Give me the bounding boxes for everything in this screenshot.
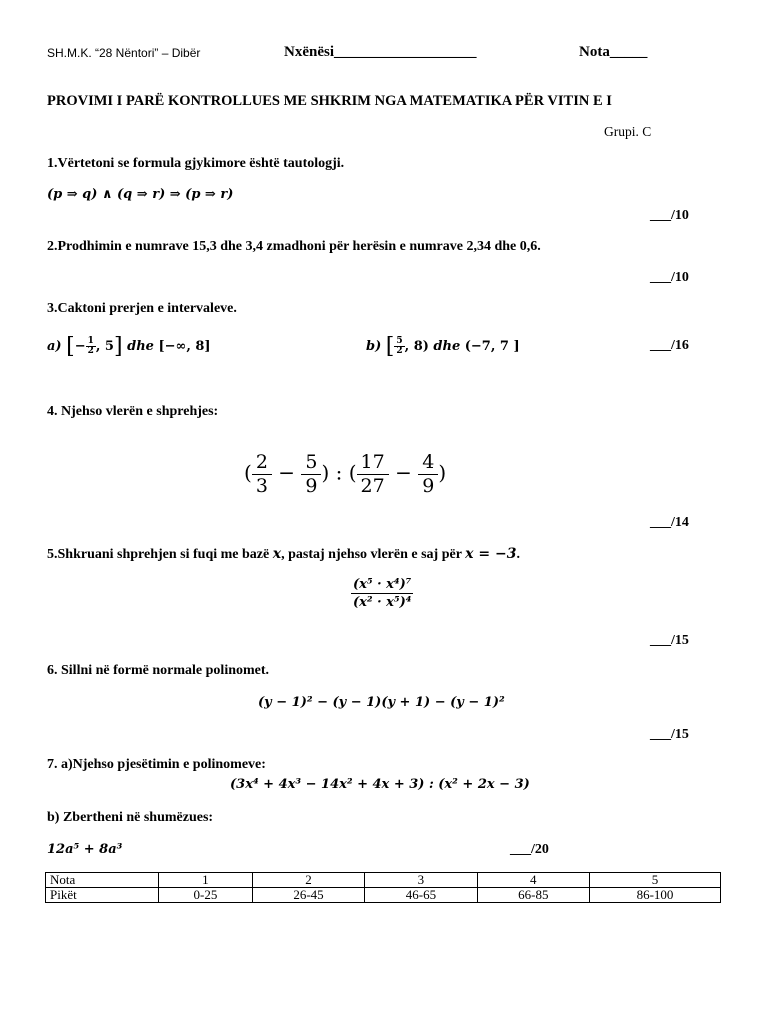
table-cell: 1 xyxy=(159,873,253,888)
table-cell: 46-65 xyxy=(365,888,477,903)
question-3-text: 3.Caktoni prerjen e intervaleve. xyxy=(47,301,237,316)
table-cell: Nota xyxy=(46,873,159,888)
question-4-text: 4. Njehso vlerën e shprehjes: xyxy=(47,404,219,419)
question-5-fraction: $\frac{\text{(x⁵ · x⁴)⁷}}{\text{(x² · x⁵)⁴}}$ xyxy=(353,577,412,610)
question-2-text: 2.Prodhimin e numrave 15,3 dhe 3,4 zmadhoni për herësin e numrave 2,34 dhe 0,6. xyxy=(47,239,541,254)
table-cell: 3 xyxy=(365,873,477,888)
question-1-text: 1.Vërtetoni se formula gjykimore është tautologji. xyxy=(47,156,345,171)
exam-title: PROVIMI I PARË KONTROLLUES ME SHKRIM NGA MATEMATIKA PËR VITIN E I xyxy=(47,93,612,109)
question-2-points: ___/10 xyxy=(650,270,689,285)
school-name: SH.M.K. “28 Nëntori” – Dibër xyxy=(47,46,201,60)
question-3-points: ___/16 xyxy=(650,338,689,353)
question-3b-expression: b) [ $\frac{5}{2}$ , 8) dhe (−7, 7 ] xyxy=(366,334,520,359)
table-cell: 86-100 xyxy=(590,888,721,903)
table-cell: 2 xyxy=(252,873,364,888)
question-5-text: 5.Shkruani shprehjen si fuqi me bazë x, pastaj njehso vlerën e saj për x = −3. xyxy=(47,546,520,562)
question-7b-expression: 12a⁵ + 8a³ xyxy=(47,842,123,857)
question-4-points: ___/14 xyxy=(650,515,689,530)
question-6-expression: (y − 1)² − (y − 1)(y + 1) − (y − 1)² xyxy=(258,695,505,710)
student-name-field[interactable]: Nxënësi___________________ xyxy=(284,44,477,60)
question-5-points: ___/15 xyxy=(650,633,689,648)
table-cell: 66-85 xyxy=(477,888,589,903)
grade-field[interactable]: Nota_____ xyxy=(579,44,648,60)
table-cell: 4 xyxy=(477,873,589,888)
table-cell: 5 xyxy=(590,873,721,888)
q3b-label: b) xyxy=(366,339,382,354)
question-6-points: ___/15 xyxy=(650,727,689,742)
table-cell: 0-25 xyxy=(159,888,253,903)
q3a-label: a) xyxy=(47,339,62,354)
table-cell: Pikët xyxy=(46,888,159,903)
question-1-formula: (p ⇒ q) ∧ (q ⇒ r) ⇒ (p ⇒ r) xyxy=(47,187,234,202)
question-7a-expression: (3x⁴ + 4x³ − 14x² + 4x + 3) : (x² + 2x − 3) xyxy=(230,777,530,792)
group-label: Grupi. C xyxy=(604,124,652,139)
question-1-points: ___/10 xyxy=(650,208,689,223)
question-3a-expression: a) [− $\frac{1}{2}$ , 5] dhe [−∞, 8] xyxy=(47,334,211,359)
table-row xyxy=(46,888,721,903)
question-7-points: ___/20 xyxy=(510,842,549,857)
question-4-expression: ( $\frac{2}{3}$ − $\frac{5}{9}$ ) : ( $\frac{17}{27}$ − $\frac{4}{9}$ ) xyxy=(244,451,447,497)
grade-table xyxy=(45,872,721,903)
question-7a-text: 7. a)Njehso pjesëtimin e polinomeve: xyxy=(47,757,266,772)
table-cell: 26-45 xyxy=(252,888,364,903)
table-row xyxy=(46,873,721,888)
question-7b-text: b) Zbertheni në shumëzues: xyxy=(47,810,214,825)
question-6-text: 6. Sillni në formë normale polinomet. xyxy=(47,663,270,678)
